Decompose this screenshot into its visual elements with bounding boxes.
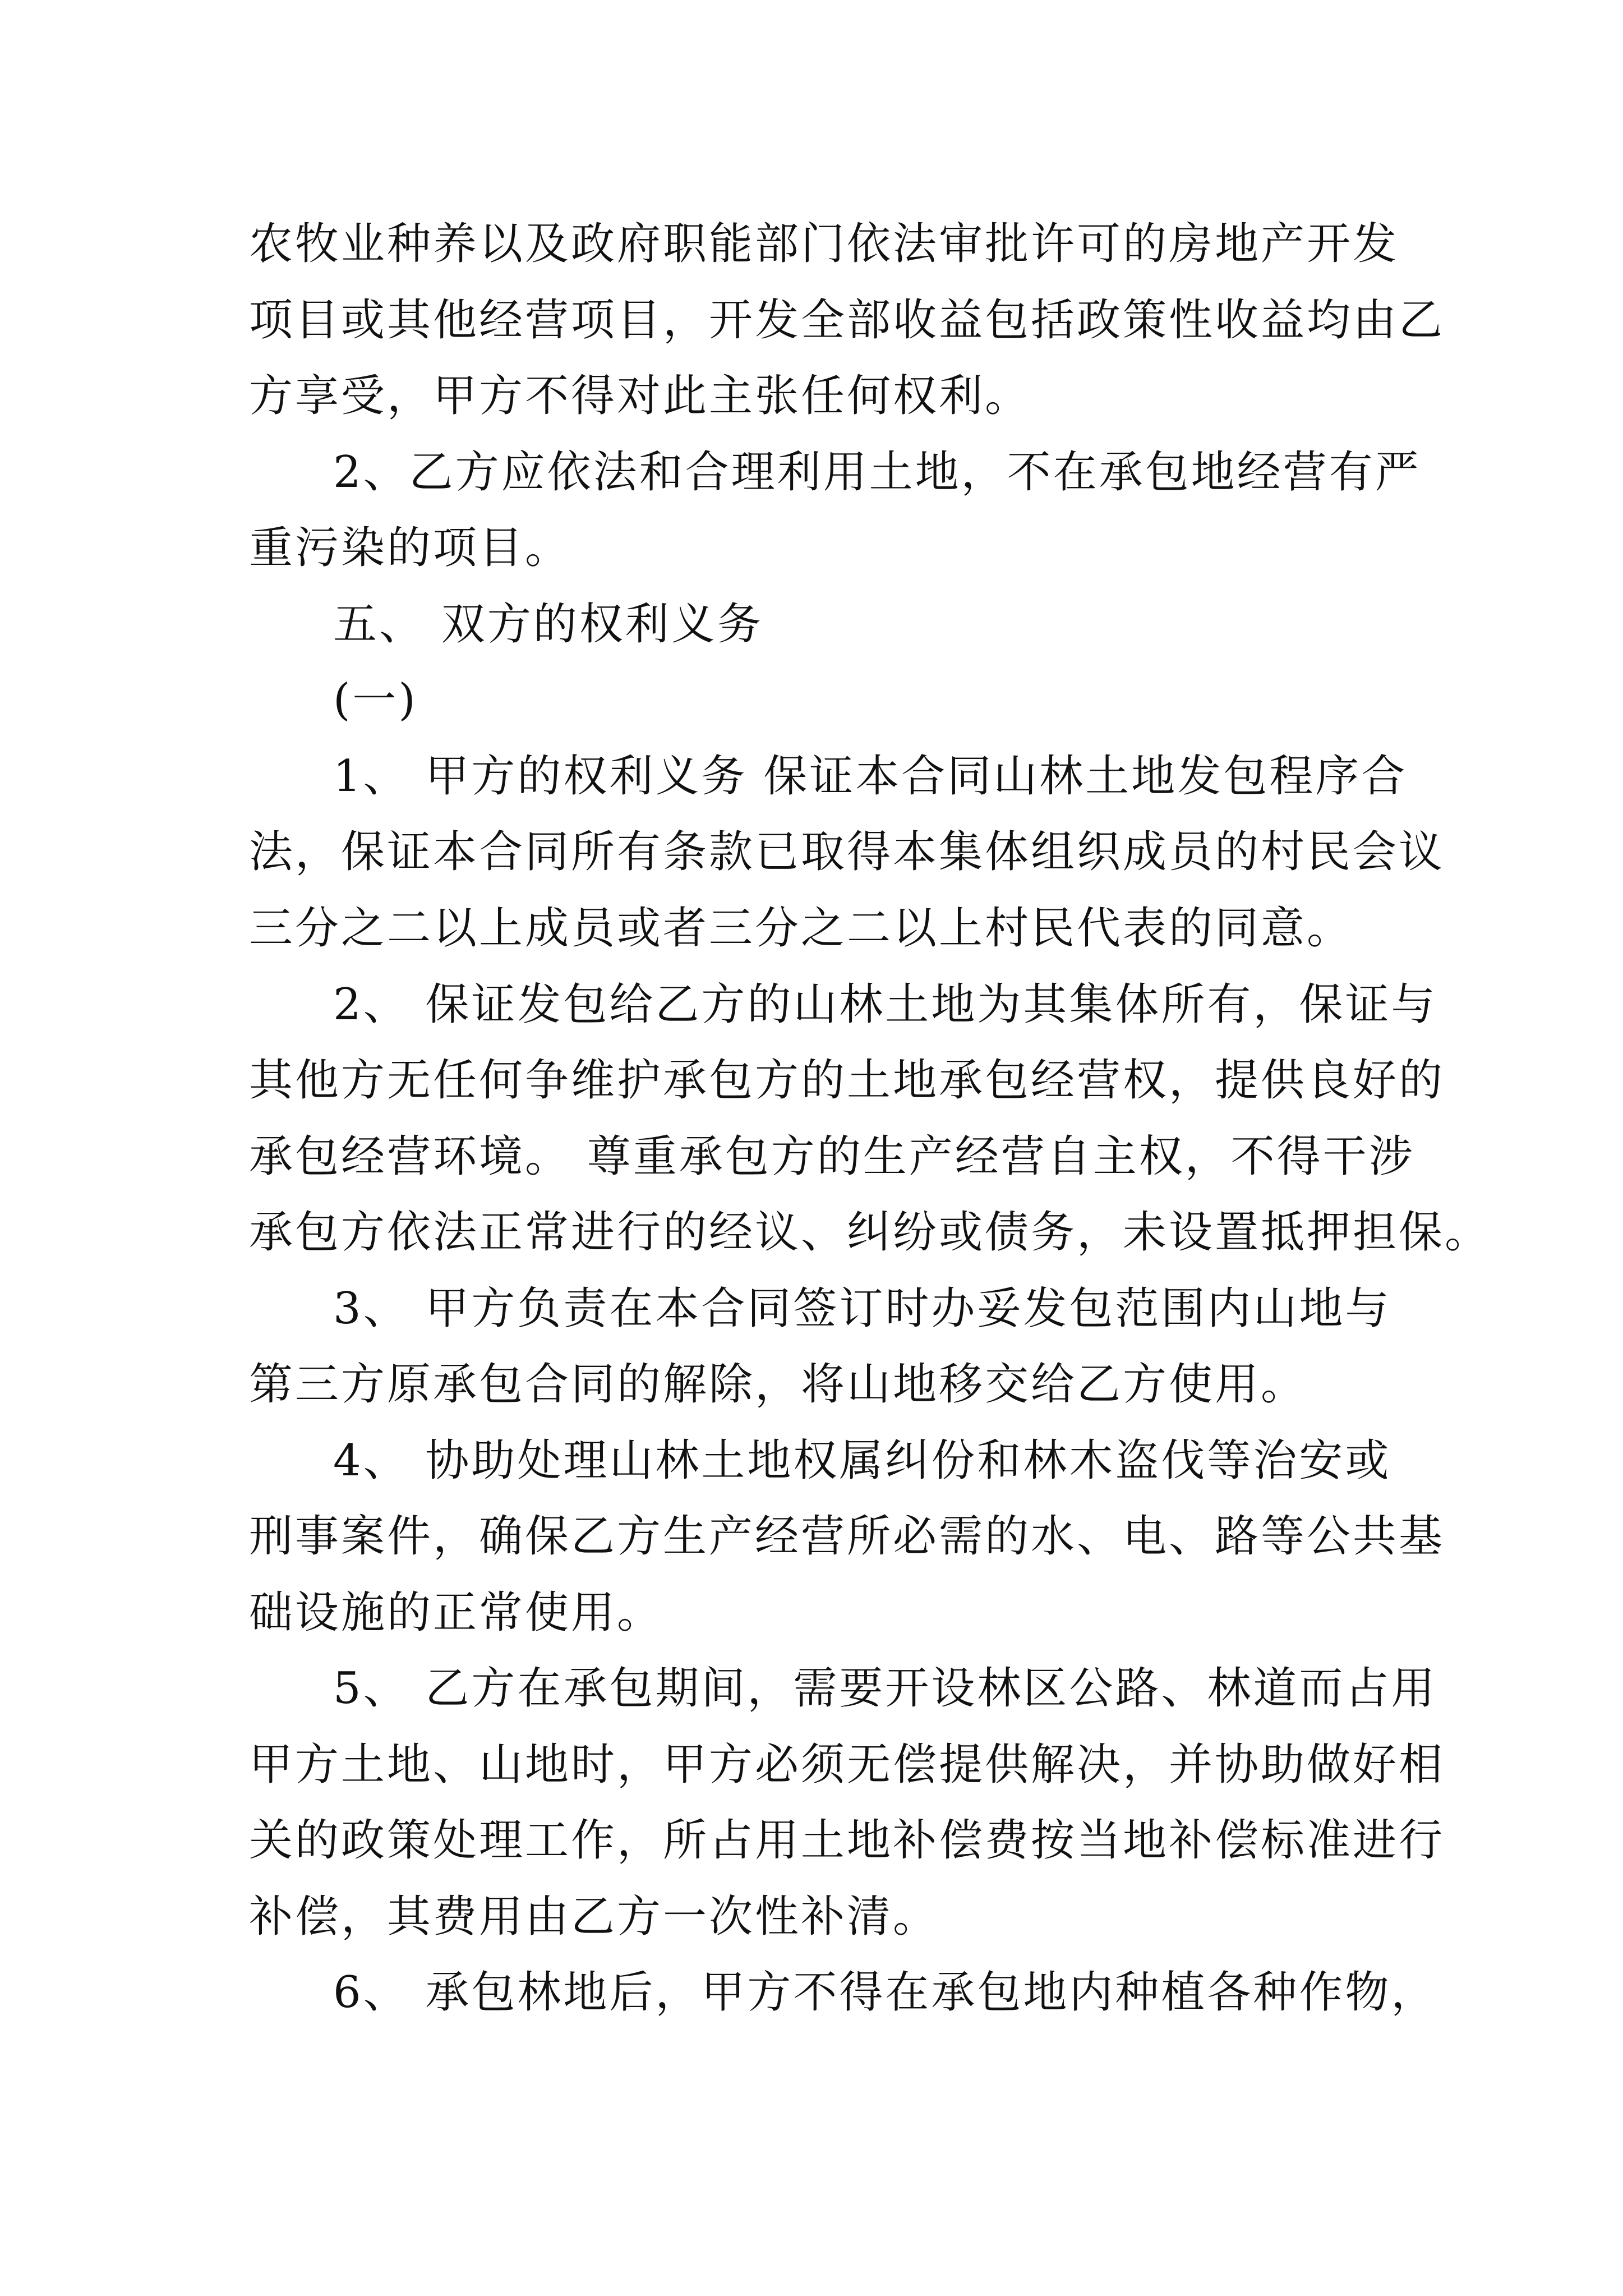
text-line: 方享受，甲方不得对此主张任何权利。	[249, 371, 1031, 421]
text-line: 甲方土地、山地时，甲方必须无偿提供解决，并协助做好相	[249, 1740, 1445, 1790]
text-line: 刑事案件，确保乙方生产经营所必需的水、电、路等公共基	[249, 1511, 1445, 1562]
text-line: 补偿，其费用由乙方一次性补清。	[249, 1892, 939, 1942]
text-line: 6、 承包林地后，甲方不得在承包地内种植各种作物，	[333, 1967, 1437, 2018]
text-line: 1、 甲方的权利义务 保证本合同山林土地发包程序合	[333, 751, 1408, 802]
text-line: 三分之二以上成员或者三分之二以上村民代表的同意。	[249, 903, 1353, 954]
text-line: 4、 协助处理山林土地权属纠份和林木盗伐等治安或	[333, 1435, 1391, 1486]
text-line: 重污染的项目。	[249, 523, 571, 573]
text-line: 其他方无任何争维护承包方的土地承包经营权，提供良好的	[249, 1055, 1445, 1106]
subsection-heading: (一)	[333, 675, 418, 725]
text-line: 2、乙方应依法和合理利用土地，不在承包地经营有严	[333, 447, 1421, 498]
text-line: 5、 乙方在承包期间，需要开设林区公路、林道而占用	[333, 1663, 1437, 1714]
text-line: 关的政策处理工作，所占用土地补偿费按当地补偿标准进行	[249, 1815, 1445, 1866]
text-line: 法，保证本合同所有条款已取得本集体组织成员的村民会议	[249, 827, 1445, 877]
section-heading: 五、 双方的权利义务	[333, 599, 763, 650]
text-line: 承包经营环境。 尊重承包方的生产经营自主权，不得干涉	[249, 1131, 1415, 1182]
text-line: 承包方依法正常进行的经议、纠纷或债务，未设置抵押担保。	[249, 1207, 1491, 1258]
text-line: 第三方原承包合同的解除，将山地移交给乙方使用。	[249, 1359, 1307, 1410]
text-line: 农牧业种养以及政府职能部门依法审批许可的房地产开发	[249, 219, 1399, 269]
text-line: 项目或其他经营项目，开发全部收益包括政策性收益均由乙	[249, 295, 1445, 346]
text-line: 础设施的正常使用。	[249, 1588, 663, 1638]
text-line: 2、 保证发包给乙方的山林土地为其集体所有，保证与	[333, 979, 1437, 1030]
text-line: 3、 甲方负责在本合同签订时办妥发包范围内山地与	[333, 1283, 1391, 1334]
